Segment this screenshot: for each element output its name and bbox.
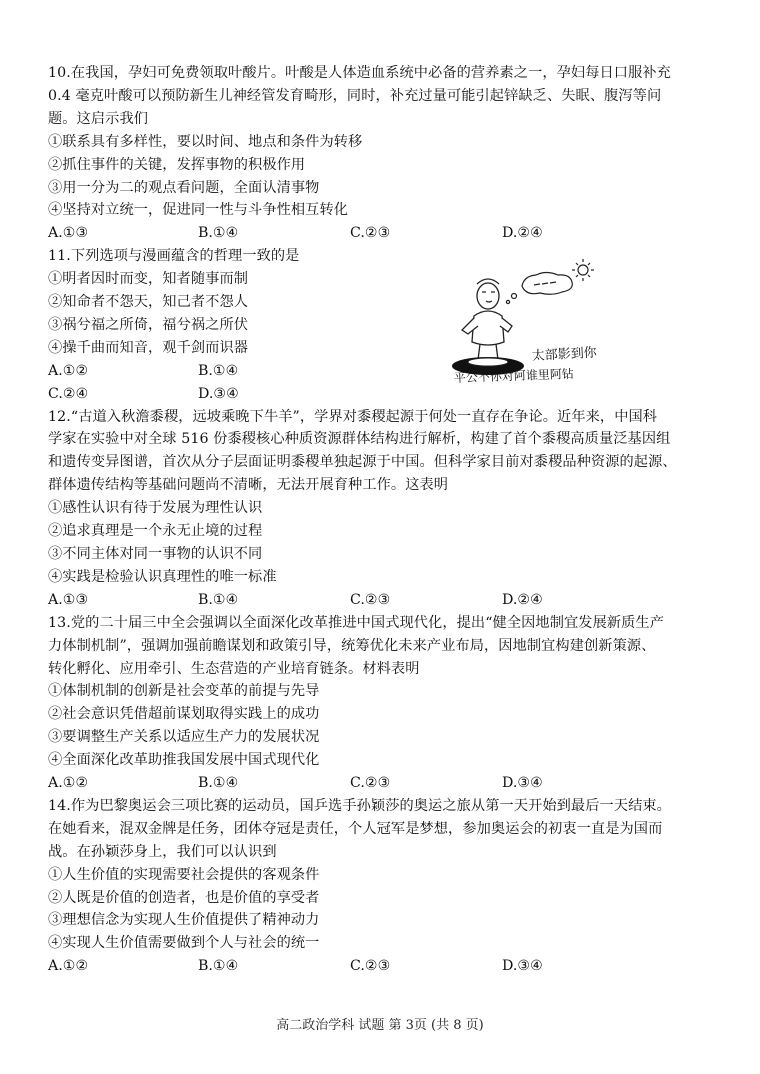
choice-c: C.②③ (350, 591, 391, 608)
answer-choices (48, 222, 720, 245)
choice-d: D.③④ (198, 385, 239, 402)
question-stem-line: 和遗传变异图谱，首次从分子层面证明黍稷单独起源于中国。但科学家目前对黍稷品种资源的起源、 (48, 454, 677, 471)
choice-d: D.③④ (502, 775, 543, 792)
cartoon-illustration (436, 256, 636, 388)
choice-a: A.①③ (48, 225, 89, 242)
option-item: ③要调整生产关系以适应生产力的发展状况 (48, 729, 320, 746)
choice-d: D.③④ (502, 958, 543, 975)
option-item: ④实现人生价值需要做到个人与社会的统一 (48, 935, 320, 952)
choice-d: D.②④ (502, 591, 543, 608)
choice-c: C.②③ (350, 958, 391, 975)
option-item: ①人生价值的实现需要社会提供的客观条件 (48, 866, 320, 883)
question-13 (48, 612, 720, 795)
question-stem-line: 学家在实验中对全球 516 份黍稷核心种质资源群体结构进行解析，构建了首个黍稷高质量泛基因组 (48, 431, 671, 448)
choice-b: B.①④ (198, 225, 239, 242)
sun-icon (572, 259, 594, 281)
option-item: ②抓住事件的关键，发挥事物的积极作用 (48, 156, 306, 173)
question-12 (48, 406, 720, 612)
option-item: ③理想信念为实现人生价值提供了精神动力 (48, 912, 320, 929)
question-stem-line: 在她看来，混双金牌是任务，团体夺冠是责任，个人冠军是梦想，参加奥运会的初衷一直是为国而 (48, 820, 663, 837)
option-item: ①体制机制的创新是社会变革的前提与先导 (48, 683, 320, 700)
question-stem-line: 战。在孙颖莎身上，我们可以认识到 (48, 843, 277, 860)
question-10 (48, 62, 720, 245)
option-item: ②社会意识凭借超前谋划取得实践上的成功 (48, 706, 320, 723)
choice-a: A.①③ (48, 591, 89, 608)
option-item: ④坚持对立统一，促进同一性与斗争性相互转化 (48, 202, 349, 219)
choice-b: B.①④ (198, 958, 239, 975)
answer-choices (48, 772, 720, 795)
choice-b: B.①④ (198, 591, 239, 608)
question-stem-line: 14.作为巴黎奥运会三项比赛的运动员，国乒选手孙颖莎的奥运之旅从第一天开始到最后一天结束。 (48, 797, 671, 814)
answer-choices (48, 589, 720, 612)
question-14 (48, 795, 720, 978)
option-item: ③用一分为二的观点看问题，全面认清事物 (48, 179, 320, 196)
question-stem-line: 0.4 毫克叶酸可以预防新生儿神经管发育畸形，同时，补充过量可能引起锌缺乏、失眠、腹泻等问 (48, 87, 662, 104)
option-item: ④全面深化改革助推我国发展中国式现代化 (48, 752, 320, 769)
option-item: ④操千曲而知音，观千剑而识器 (48, 339, 249, 356)
choice-c: C.②③ (350, 225, 391, 242)
option-item: ②知命者不怨天，知己者不怨人 (48, 294, 249, 311)
thought-bubble (506, 273, 572, 304)
choice-c: C.②④ (48, 385, 89, 402)
choice-a: A.①② (48, 362, 89, 379)
question-stem-line: 10.在我国，孕妇可免费领取叶酸片。叶酸是人体造血系统中必备的营养素之一，孕妇每日口服补充 (48, 65, 671, 81)
question-stem-line: 12.“古道入秋澹黍稷，远坡乘晚下牛羊”，学界对黍稷起源于何处一直存在争论。近年来，中国科 (48, 408, 658, 425)
choice-b: B.①④ (198, 775, 239, 792)
question-stem-line: 11.下列选项与漫画蕴含的哲理一致的是 (48, 248, 300, 265)
question-stem-line: 题。这启示我们 (48, 110, 149, 127)
exam-page (48, 62, 720, 978)
choice-b: B.①④ (198, 362, 239, 379)
choice-a: A.①② (48, 775, 89, 792)
option-item: ②追求真理是一个永无止境的过程 (48, 523, 263, 540)
option-item: ③祸兮福之所倚，福兮祸之所伏 (48, 316, 249, 333)
question-stem-line: 力体制机制”，强调加强前瞻谋划和政策引导，统筹优化未来产业布局，因地制宜构建创新策源、 (48, 637, 656, 654)
option-item: ②人既是价值的创造者，也是价值的享受者 (48, 889, 320, 906)
cartoon-drawing (436, 256, 636, 388)
choice-c: C.②③ (350, 775, 391, 792)
option-item: ①感性认识有待于发展为理性认识 (48, 500, 263, 517)
choice-a: A.①② (48, 958, 89, 975)
person-figure (462, 279, 512, 360)
question-stem-line: 群体遗传结构等基础问题尚不清晰，无法开展育种工作。这表明 (48, 477, 449, 494)
option-item: ④实践是检验认识真理性的唯一标准 (48, 568, 277, 585)
question-stem-line: 转化孵化、应用牵引、生态营造的产业培育链条。材料表明 (48, 660, 420, 677)
cartoon-caption-1: 太部影到你 (531, 345, 598, 364)
choice-d: D.②④ (502, 225, 543, 242)
answer-choices (48, 955, 720, 978)
page-footer: 高二政治学科 试题 第 3页 (共 8 页) (276, 1018, 484, 1033)
question-stem-line: 13.党的二十届三中全会强调以全面深化改革推进中国式现代化，提出“健全因地制宜发展新质生产 (48, 614, 665, 631)
option-item: ①联系具有多样性，要以时间、地点和条件为转移 (48, 133, 363, 150)
cartoon-caption-2: 平公不你对阿谁里阿钻 (453, 366, 575, 385)
option-item: ③不同主体对同一事物的认识不同 (48, 545, 263, 562)
option-item: ①明者因时而变，知者随事而制 (48, 271, 249, 288)
